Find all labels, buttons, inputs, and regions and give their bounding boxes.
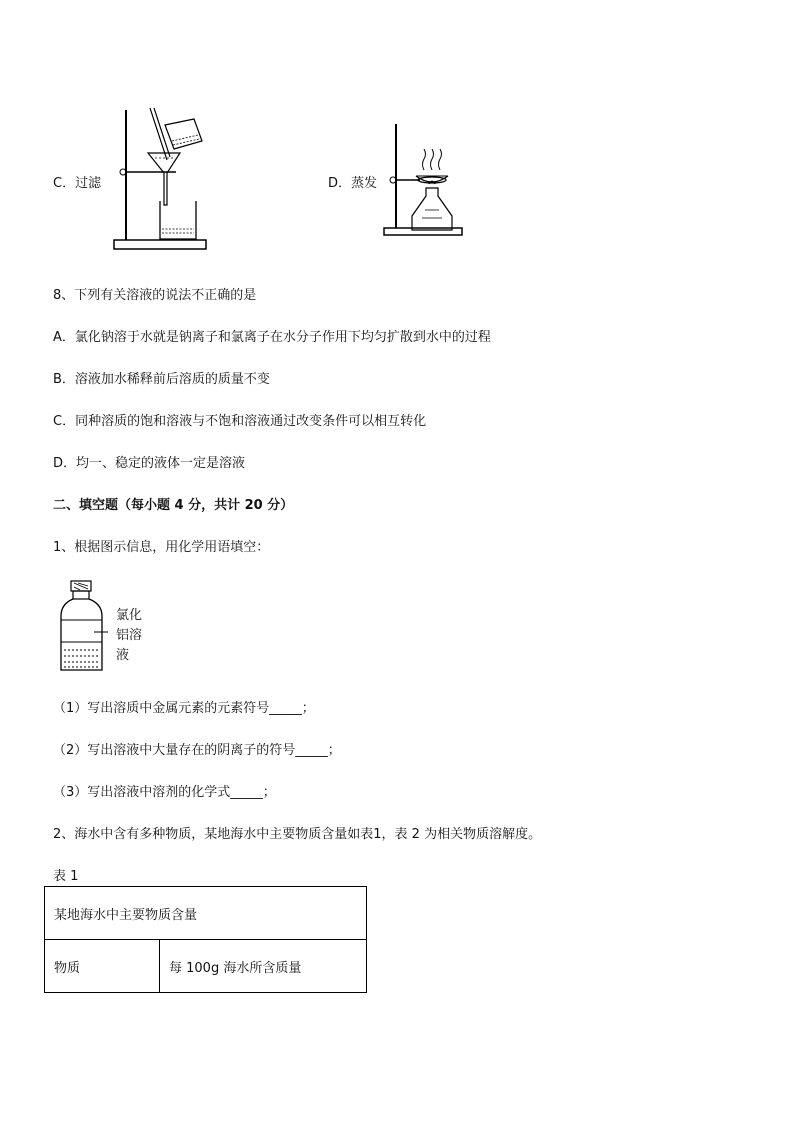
q8-option-d: D．均一、稳定的液体一定是溶液 [53,456,246,471]
q2-stem: 2、海水中含有多种物质，某地海水中主要物质含量如表1，表 2 为相关物质溶解度。 [53,827,542,842]
q1-part3: （3）写出溶液中溶剂的化学式_____； [53,785,276,800]
option-c-filtration: C．过滤 [53,176,102,191]
bottle-label-line3: 液 [116,648,130,663]
table-header-substance: 物质 [45,940,160,993]
q8-option-a: A．氯化钠溶于水就是钠离子和氯离子在水分子作用下均匀扩散到水中的过程 [53,330,491,345]
q1-part1: （1）写出溶质中金属元素的元素符号_____； [53,701,315,716]
reagent-bottle-figure [58,580,108,672]
table-row [45,940,367,993]
table-caption: 表 1 [53,869,79,884]
table-row [45,887,367,940]
q1-stem: 1、根据图示信息，用化学用语填空： [53,540,270,555]
option-d-evaporation: D．蒸发 [328,176,378,191]
bottle-label-line1: 氯化 [116,608,143,623]
q1-part2: （2）写出溶液中大量存在的阴离子的符号_____； [53,743,341,758]
q8-option-b: B．溶液加水稀释前后溶质的质量不变 [53,372,270,387]
q8-option-c: C．同种溶质的饱和溶液与不饱和溶液通过改变条件可以相互转化 [53,414,427,429]
table-title-cell: 某地海水中主要物质含量 [45,887,367,940]
bottle-label-line2: 铝溶 [116,628,143,643]
filtration-apparatus-figure [110,105,210,253]
evaporation-apparatus-figure [380,122,466,238]
seawater-content-table [44,886,367,993]
section-heading-fill-in: 二、填空题（每小题 4 分，共计 20 分） [53,498,294,513]
q8-stem: 8、下列有关溶液的说法不正确的是 [53,288,257,303]
table-header-mass: 每 100g 海水所含质量 [160,940,367,993]
